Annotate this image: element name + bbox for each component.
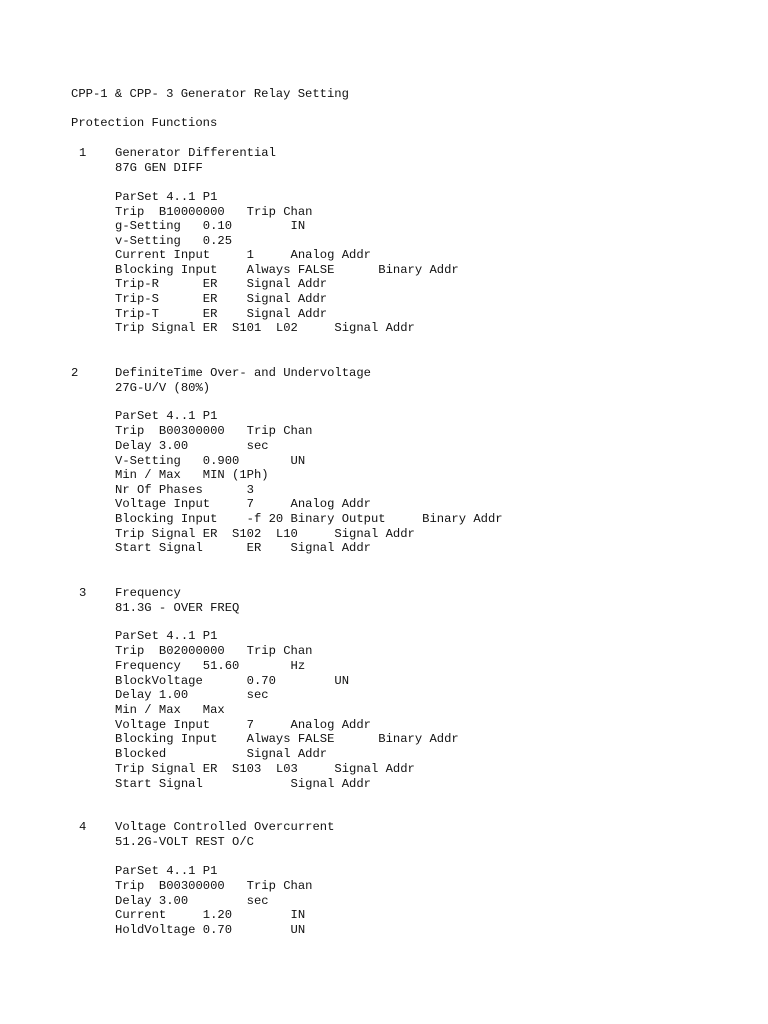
setting-line: Blocked Signal Addr xyxy=(115,747,328,761)
setting-line: Blocking Input Always FALSE Binary Addr xyxy=(115,732,459,746)
setting-line: g-Setting 0.10 IN xyxy=(115,219,306,233)
setting-line: Trip B02000000 Trip Chan xyxy=(115,644,313,658)
setting-line: Min / Max Max xyxy=(115,703,225,717)
setting-line: Blocking Input Always FALSE Binary Addr xyxy=(115,263,459,277)
setting-line: Current 1.20 IN xyxy=(115,908,306,922)
setting-line: BlockVoltage 0.70 UN xyxy=(115,674,350,688)
setting-line: Voltage Input 7 Analog Addr xyxy=(115,497,371,511)
setting-line: Trip Signal ER S103 L03 Signal Addr xyxy=(115,762,415,776)
setting-line: Trip Signal ER S102 L10 Signal Addr xyxy=(115,527,415,541)
setting-line: V-Setting 0.900 UN xyxy=(115,454,306,468)
setting-line: Delay 3.00 sec xyxy=(115,894,269,908)
document-title: CPP-1 & CPP- 3 Generator Relay Setting xyxy=(71,87,349,101)
setting-line: Voltage Input 7 Analog Addr xyxy=(115,718,371,732)
setting-line: HoldVoltage 0.70 UN xyxy=(115,923,306,937)
setting-line: Trip-S ER Signal Addr xyxy=(115,292,328,306)
function-code: 51.2G-VOLT REST O/C xyxy=(115,835,254,849)
setting-line: ParSet 4..1 P1 xyxy=(115,629,218,643)
function-number: 3 xyxy=(79,586,87,600)
setting-line: Trip B00300000 Trip Chan xyxy=(115,879,313,893)
setting-line: ParSet 4..1 P1 xyxy=(115,409,218,423)
setting-line: Trip B10000000 Trip Chan xyxy=(115,205,313,219)
setting-line: ParSet 4..1 P1 xyxy=(115,864,218,878)
function-number: 4 xyxy=(79,820,87,834)
function-name: DefiniteTime Over- and Undervoltage xyxy=(115,366,371,380)
setting-line: Frequency 51.60 Hz xyxy=(115,659,306,673)
function-code: 81.3G - OVER FREQ xyxy=(115,601,240,615)
setting-line: Delay 1.00 sec xyxy=(115,688,269,702)
section-heading: Protection Functions xyxy=(71,116,218,130)
setting-line: Trip Signal ER S101 L02 Signal Addr xyxy=(115,321,415,335)
function-number: 2 xyxy=(71,366,79,380)
setting-line: Trip-R ER Signal Addr xyxy=(115,277,328,291)
function-name: Generator Differential xyxy=(115,146,276,160)
setting-line: Nr Of Phases 3 xyxy=(115,483,254,497)
setting-line: Current Input 1 Analog Addr xyxy=(115,248,371,262)
function-name: Frequency xyxy=(115,586,181,600)
setting-line: Trip-T ER Signal Addr xyxy=(115,307,328,321)
setting-line: Start Signal Signal Addr xyxy=(115,777,371,791)
setting-line: Min / Max MIN (1Ph) xyxy=(115,468,269,482)
setting-line: ParSet 4..1 P1 xyxy=(115,190,218,204)
setting-line: Blocking Input -f 20 Binary Output Binary Addr xyxy=(115,512,503,526)
setting-line: Delay 3.00 sec xyxy=(115,439,269,453)
function-name: Voltage Controlled Overcurrent xyxy=(115,820,335,834)
function-code: 27G-U/V (80%) xyxy=(115,381,211,395)
setting-line: Start Signal ER Signal Addr xyxy=(115,541,371,555)
setting-line: Trip B00300000 Trip Chan xyxy=(115,424,313,438)
function-code: 87G GEN DIFF xyxy=(115,161,203,175)
function-number: 1 xyxy=(79,146,87,160)
setting-line: v-Setting 0.25 xyxy=(115,234,233,248)
